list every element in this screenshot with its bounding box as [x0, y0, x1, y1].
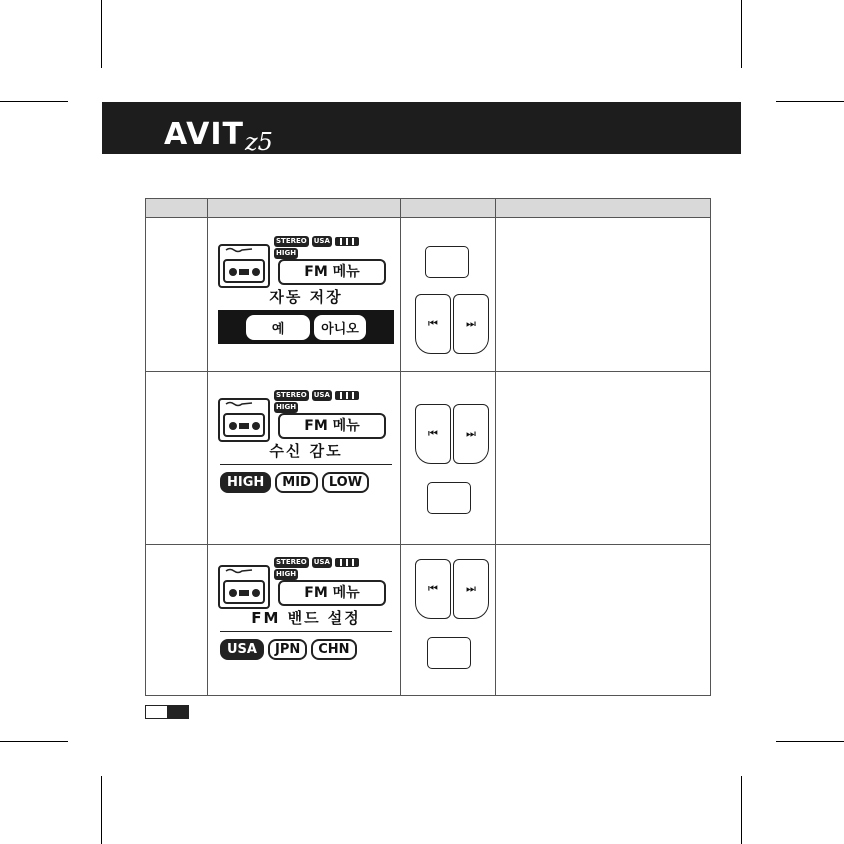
- radio-icon: [218, 398, 270, 442]
- description-cell: [496, 218, 711, 372]
- menu-button-icon[interactable]: [425, 246, 469, 278]
- lcd-screen: [218, 386, 394, 512]
- skip-back-icon[interactable]: [415, 404, 451, 464]
- page-indicator-right: [167, 706, 188, 718]
- button-cell: [401, 218, 496, 372]
- skip-back-icon[interactable]: [415, 294, 451, 354]
- button-cell: [401, 372, 496, 545]
- option-group: [220, 472, 369, 493]
- brand-header: [102, 102, 741, 154]
- region-badge: USA: [313, 391, 330, 399]
- region-badge: USA: [313, 237, 330, 245]
- option-high[interactable]: HIGH: [220, 472, 271, 493]
- status-bar: [274, 236, 359, 247]
- divider: [220, 631, 392, 632]
- stereo-badge: STEREO: [276, 391, 307, 399]
- crop-mark: [0, 101, 68, 102]
- setting-label: 자동 저장: [269, 288, 343, 306]
- crop-mark: [741, 776, 742, 844]
- skip-forward-glyph: ⏭: [466, 582, 476, 595]
- menu-button-icon[interactable]: [427, 482, 471, 514]
- status-bar: [274, 390, 359, 401]
- crop-mark: [776, 741, 844, 742]
- menu-title: FM 메뉴: [278, 413, 386, 439]
- crop-mark: [776, 101, 844, 102]
- step-cell: [146, 545, 208, 696]
- skip-forward-icon[interactable]: [453, 404, 489, 464]
- skip-forward-glyph: ⏭: [466, 317, 476, 330]
- header-cell: [401, 199, 496, 218]
- logo-model: z5: [245, 128, 273, 156]
- table-header-row: [146, 199, 711, 218]
- battery-icon: [335, 558, 359, 567]
- skip-forward-glyph: ⏭: [466, 427, 476, 440]
- setting-label: 수신 감도: [269, 442, 343, 460]
- skip-back-glyph: ⏮: [428, 427, 438, 440]
- status-bar: [274, 557, 359, 568]
- lcd-screen: [218, 553, 394, 679]
- step-cell: [146, 218, 208, 372]
- setting-label: FM 밴드 설정: [251, 609, 361, 627]
- skip-back-icon[interactable]: [415, 559, 451, 619]
- button-cell: [401, 545, 496, 696]
- option-mid[interactable]: MID: [275, 472, 318, 493]
- stereo-badge: STEREO: [276, 558, 307, 566]
- logo-text: AVIT: [164, 117, 245, 152]
- skip-forward-icon[interactable]: [453, 294, 489, 354]
- skip-forward-icon[interactable]: [453, 559, 489, 619]
- screen-cell: [208, 372, 401, 545]
- menu-title: FM 메뉴: [278, 259, 386, 285]
- option-jpn[interactable]: JPN: [268, 639, 307, 660]
- skip-back-glyph: ⏮: [428, 317, 438, 330]
- header-cell: [208, 199, 401, 218]
- screen-cell: [208, 545, 401, 696]
- screen-cell: [208, 218, 401, 372]
- option-chn[interactable]: CHN: [311, 639, 356, 660]
- option-usa[interactable]: USA: [220, 639, 264, 660]
- header-cell: [496, 199, 711, 218]
- page-indicator: [145, 705, 189, 719]
- description-cell: [496, 372, 711, 545]
- option-yes[interactable]: 예: [246, 315, 310, 340]
- option-no[interactable]: 아니오: [314, 315, 366, 340]
- sensitivity-badge: HIGH: [276, 249, 297, 257]
- radio-icon: [218, 565, 270, 609]
- battery-icon: [335, 237, 359, 246]
- header-cell: [146, 199, 208, 218]
- description-cell: [496, 545, 711, 696]
- radio-icon: [218, 244, 270, 288]
- crop-mark: [101, 776, 102, 844]
- crop-mark: [741, 0, 742, 68]
- skip-back-glyph: ⏮: [428, 582, 438, 595]
- crop-mark: [0, 741, 68, 742]
- option-low[interactable]: LOW: [322, 472, 369, 493]
- region-badge: USA: [313, 558, 330, 566]
- stereo-badge: STEREO: [276, 237, 307, 245]
- menu-title: FM 메뉴: [278, 580, 386, 606]
- menu-button-icon[interactable]: [427, 637, 471, 669]
- option-group: [218, 310, 394, 344]
- divider: [220, 464, 392, 465]
- table-row: [146, 218, 711, 372]
- lcd-screen: [218, 232, 394, 358]
- option-group: [220, 639, 357, 660]
- table-row: [146, 372, 711, 545]
- step-cell: [146, 372, 208, 545]
- page-indicator-left: [146, 706, 167, 718]
- table-row: [146, 545, 711, 696]
- crop-mark: [101, 0, 102, 68]
- brand-logo: [164, 110, 273, 156]
- sensitivity-badge: HIGH: [276, 570, 297, 578]
- instruction-table: [145, 198, 711, 696]
- battery-icon: [335, 391, 359, 400]
- sensitivity-badge: HIGH: [276, 403, 297, 411]
